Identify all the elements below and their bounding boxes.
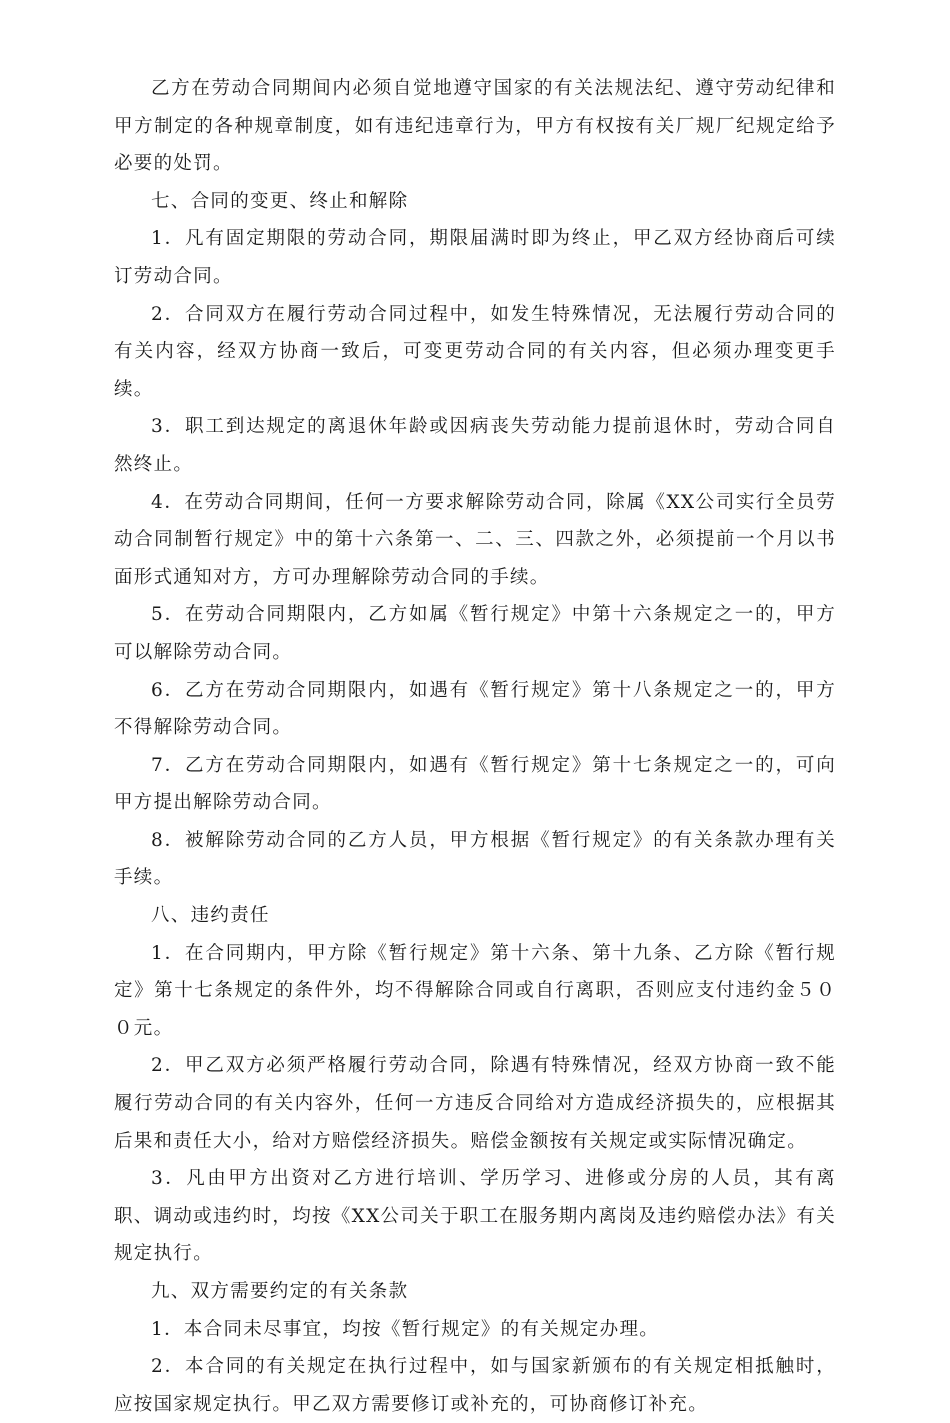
section-heading-9: 九、双方需要约定的有关条款 [151, 1281, 409, 1302]
clause-8-1: 1．在合同期内，甲方除《暂行规定》第十六条、第十九条、乙方除《暂行规定》第十七条规定的条件外，均不得解除合同或自行离职，否则应支付违约金５００元。 [114, 942, 836, 1039]
clause-8-2: 2．甲乙双方必须严格履行劳动合同，除遇有特殊情况，经双方协商一致不能履行劳动合同的有关内容外，任何一方违反合同给对方造成经济损失的，应根据其后果和责任大小，给对方赔偿经济损失。赔偿金额按有关规定或实际情况确定。 [114, 1055, 836, 1152]
section-heading-8: 八、违约责任 [151, 905, 270, 927]
clause-7-5: 5．在劳动合同期限内，乙方如属《暂行规定》中第十六条规定之一的，甲方可以解除劳动合同。 [114, 604, 836, 663]
clause-8-3: 3．凡由甲方出资对乙方进行培训、学历学习、进修或分房的人员，其有离职、调动或违约时，均按《XX公司关于职工在服务期内离岗及违约赔偿办法》有关规定执行。 [114, 1168, 836, 1265]
paragraph-discipline: 乙方在劳动合同期间内必须自觉地遵守国家的有关法规法纪、遵守劳动纪律和甲方制定的各种规章制度，如有违纪违章行为，甲方有权按有关厂规厂纪规定给予必要的处罚。 [114, 78, 836, 175]
clause-7-3: 3．职工到达规定的离退休年龄或因病丧失劳动能力提前退休时，劳动合同自然终止。 [114, 416, 836, 475]
clause-7-4: 4．在劳动合同期间，任何一方要求解除劳动合同，除属《XX公司实行全员劳动合同制暂行规定》中的第十六条第一、二、三、四款之外，必须提前一个月以书面形式通知对方，方可办理解除劳动合同的手续。 [114, 491, 836, 588]
clause-9-1: 1．本合同未尽事宜，均按《暂行规定》的有关规定办理。 [151, 1318, 660, 1340]
section-heading-7: 七、合同的变更、终止和解除 [151, 190, 409, 212]
clause-7-1: 1．凡有固定期限的劳动合同，期限届满时即为终止，甲乙双方经协商后可续订劳动合同。 [114, 228, 836, 287]
clause-7-6: 6．乙方在劳动合同期限内，如遇有《暂行规定》第十八条规定之一的，甲方不得解除劳动合同。 [114, 679, 836, 739]
clause-7-8: 8．被解除劳动合同的乙方人员，甲方根据《暂行规定》的有关条款办理有关手续。 [114, 829, 836, 889]
clause-7-7: 7．乙方在劳动合同期限内，如遇有《暂行规定》第十七条规定之一的，可向甲方提出解除劳动合同。 [114, 754, 836, 814]
clause-7-2: 2．合同双方在履行劳动合同过程中，如发生特殊情况，无法履行劳动合同的有关内容，经双方协商一致后，可变更劳动合同的有关内容，但必须办理变更手续。 [114, 303, 836, 400]
clause-9-2: 2．本合同的有关规定在执行过程中，如与国家新颁布的有关规定相抵触时，应按国家规定执行。甲乙双方需要修订或补充的，可协商修订补充。 [114, 1356, 836, 1415]
